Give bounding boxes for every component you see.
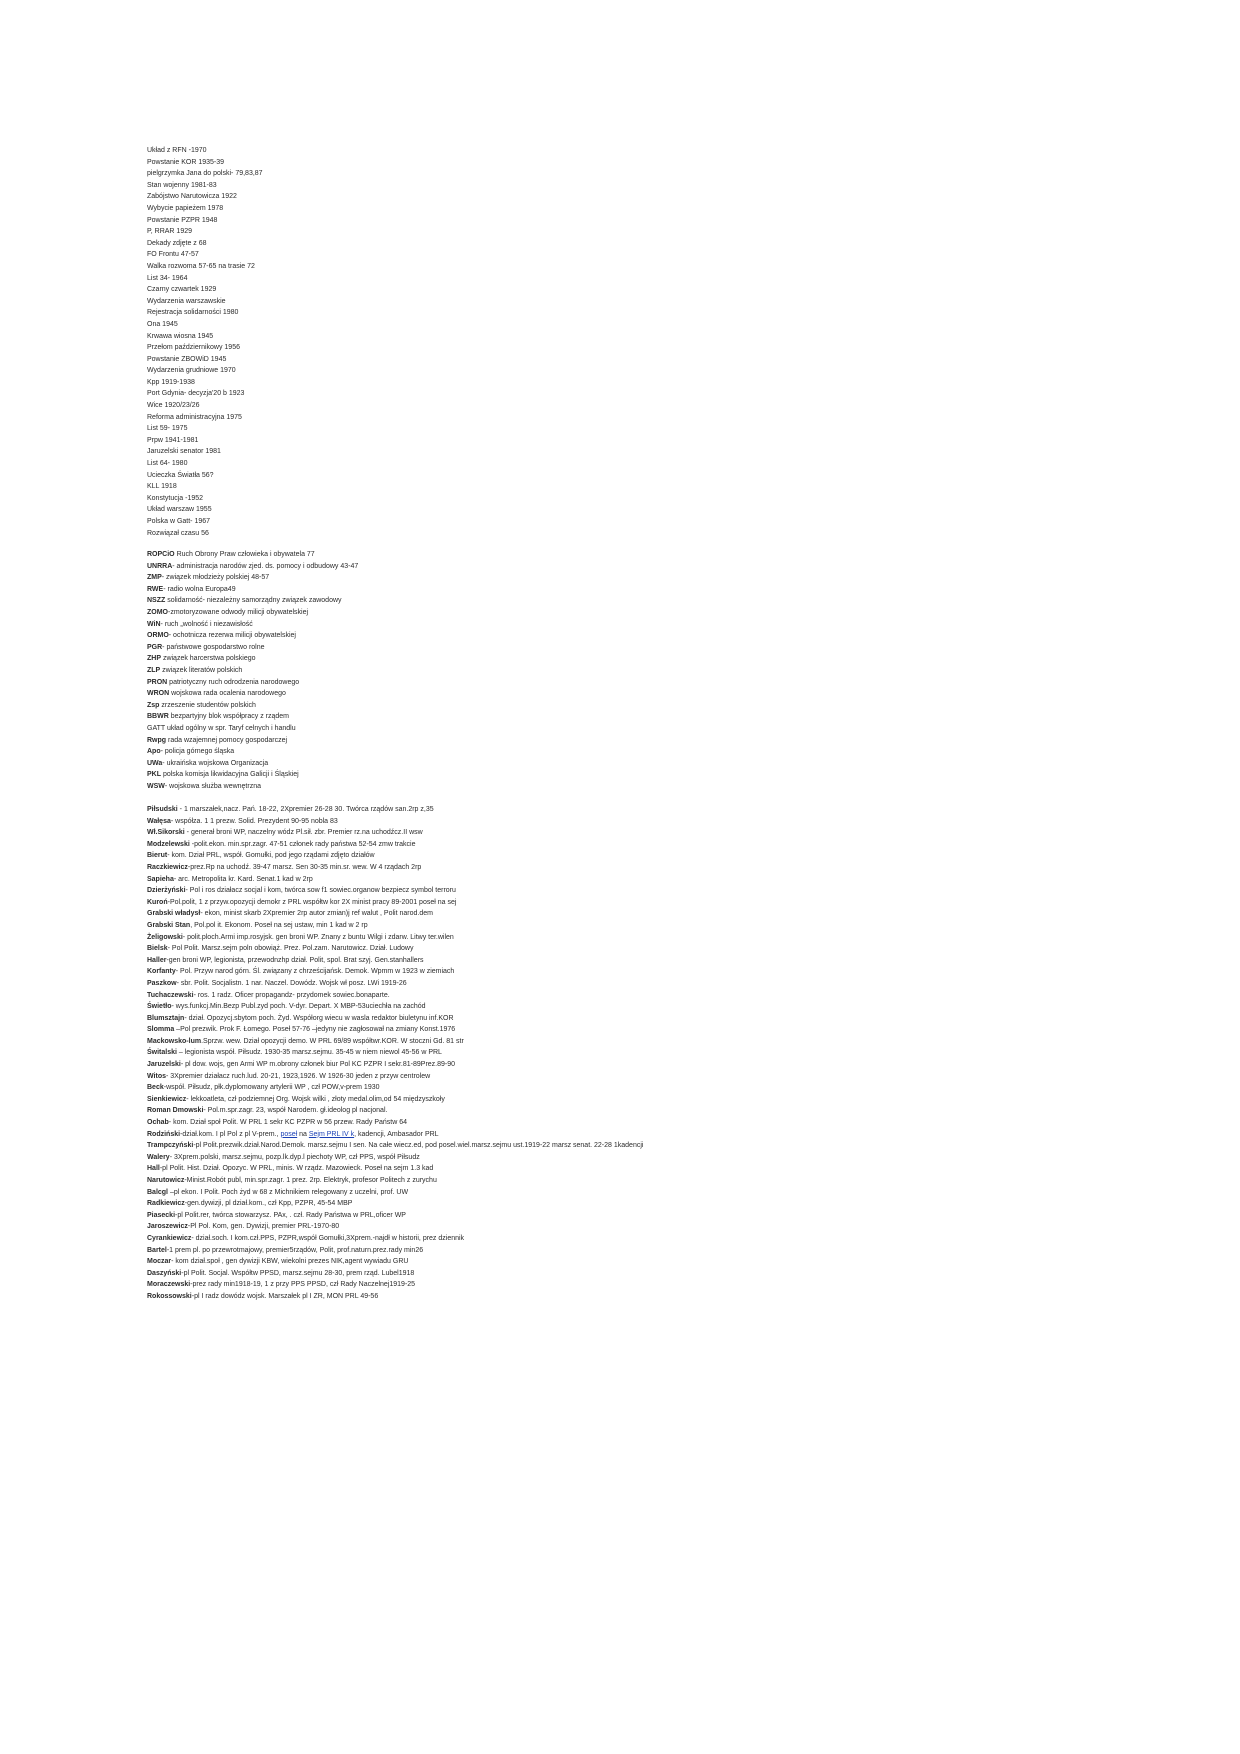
biography-name: Cyrankiewicz [147,1234,192,1242]
abbreviation-description: związek harcerstwa polskiego [161,655,256,663]
link-posel[interactable]: poseł [280,1130,298,1138]
biography-description: - sbr. Polit. Socjalistn. 1 nar. Naczel. Dowódz. Wojsk wł posz. LWi 1919-26 [176,979,407,987]
biography-entry [147,1036,643,1048]
biography-name: Bielsk [147,945,168,953]
abbreviation-entry [147,735,358,747]
date-entry: Wydarzenia warszawskie [147,297,226,305]
abbreviation-entry [147,642,358,654]
biography-entry [147,1105,643,1117]
biography-description: - Pol. Przyw narod górn. Śl. związany z chrześcijańsk. Demok. Wpmm w 1923 w ziemiach [175,968,455,976]
biography-description: - generał broni WP, naczelny wódz Pl.sił. zbr. Premier rz.na uchodźcz.II wsw [184,829,423,837]
biography-name: Grabski Stan [147,921,191,929]
biography-name: Piłsudski [147,806,178,813]
abbreviation-description: -zmotoryzowane odwody milicji obywatelskiej [168,608,309,616]
biography-description: - Pol i ros działacz socjal i kom, twórca sow f1 sowiec.organow bezpiecz symbol terroru [185,887,456,895]
abbreviation-entry [147,595,358,607]
biography-entry [147,850,643,862]
biography-description: -gen broni WP, legionista, przewodnzhp dział. Polit, spol. Brat szyj. Gen.stanhallers [166,956,424,964]
abbreviation-entry [147,630,358,642]
biography-name: Tuchaczewski [147,991,194,999]
biography-entry [147,839,643,851]
biography-entry [147,1291,643,1303]
biography-entry [147,804,643,816]
biography-description: -dział.kom. I pl Pol z pl V-prem., [180,1130,281,1138]
biography-name: Balcgl [147,1188,169,1196]
biography-entry [147,1129,643,1141]
date-entry: Powstanie KOR 1935-39 [147,158,225,166]
biography-description: -gen.dywizji, pl dział.kom., czł Kpp, PZPR, 45-54 MBP [184,1200,353,1208]
abbreviation-description: GATT układ ogólny w spr. Taryf celnych i handlu [147,724,296,732]
biography-name: Kuroń [147,898,168,906]
abbreviation-entry [147,723,358,735]
date-entry: KLL 1918 [147,483,177,491]
abbreviation-term: WiN [147,620,161,628]
abbreviation-term: ZMP [147,574,162,582]
biography-description: - ros. 1 radz. Oficer propagandz- przydomek sowiec.bonaparte. [193,991,390,999]
abbreviation-term: BBWR [147,713,169,721]
biography-entry [147,1071,643,1083]
date-entry: Stan wojenny 1981-83 [147,181,217,189]
date-entry: Jaruzelski senator 1981 [147,448,221,456]
biography-name: Świtalski [147,1049,177,1057]
abbreviations-list [147,549,358,792]
biography-description: - kom. Dział społ Polit. W PRL 1 sekr KC PZPR w 56 przew. Rady Państw 64 [168,1119,408,1127]
biography-entry [147,862,643,874]
biography-entry [147,920,643,932]
biography-description: - dział. Opozycj.sbytom poch. Żyd. Współorg wiecu w wasla redaktor biuletynu inf.KOR [184,1014,454,1022]
biography-name: Witos [147,1072,166,1080]
abbreviation-description: - państwowe gospodarstwo rolne [162,643,265,651]
biography-entry [147,1163,643,1175]
biography-entry [147,1059,643,1071]
biography-description: - 3Xprem.polski, marsz.sejmu, pozp.lk.dyp.l piechoty WP, czł PPS, współ Piłsudz [169,1153,420,1161]
date-entry: Układ z RFN -1970 [147,147,207,154]
biography-description: - 1 marszałek,nacz. Pań. 18-22, 2Xpremier 26-28 30. Twórca rządów san.2rp z,35 [177,806,434,813]
date-entry: List 64- 1980 [147,460,188,468]
abbreviation-entry [147,746,358,758]
abbreviation-entry [147,584,358,596]
abbreviation-description: zrzeszenie studentów polskich [159,701,256,709]
date-entry: P, RRAR 1929 [147,228,193,236]
biography-name: Wł.Sikorski [147,829,185,837]
biography-description: -Minist.Robót publ, min.spr.zagr. 1 prez. 2rp. Elektryk, profesor Politech z zurychu [184,1177,437,1184]
abbreviation-term: ORMO [147,632,169,640]
biography-entry [147,1094,643,1106]
abbreviation-entry [147,665,358,677]
biography-description: , Pol.pol it. Ekonom. Poseł na sej ustaw, min 1 kad w 2 rp [190,921,368,929]
abbreviation-term: WRON [147,690,170,698]
biography-description: -pl Polit.rer, twórca stowarzysz. PAx, . czł. Rady Państwa w PRL,oficer WP [175,1211,406,1219]
date-entry: Przełom październikowy 1956 [147,344,240,352]
biography-name: Walery [147,1153,170,1161]
abbreviation-description: - policja górnego śląska [160,748,235,756]
date-entry: Zabójstwo Narutowicza 1922 [147,193,237,201]
abbreviation-description: wojskowa rada ocalenia narodowego [169,690,286,698]
abbreviation-entry [147,549,358,561]
biography-description: -Pl Pol. Kom, gen. Dywizji, premier PRL-1970-80 [187,1223,340,1231]
biography-name: Trampczyński [147,1142,194,1150]
biography-entry [147,1233,643,1245]
abbreviation-entry [147,653,358,665]
biography-name: Jaruzelski [147,1061,181,1069]
abbreviation-description: związek literatów polskich [160,666,243,674]
biography-entry [147,1024,643,1036]
biography-entry [147,827,643,839]
biography-description: - Pol.m.spr.zagr. 23, współ Narodem. gł.ideolog pl nacjonal. [203,1107,388,1115]
biography-name: Hall [147,1165,160,1173]
biography-description: - współza. 1 1 prezw. Solid. Prezydent 90-95 nobla 83 [170,817,338,825]
biography-entry [147,1047,643,1059]
biography-name: Moraczewski [147,1281,191,1289]
biography-entry [147,874,643,886]
biography-description: -pl Polit.prezwik.dział.Narod.Demok. marsz.sejmu I sen. Na całe wiecz.ed, pod posel.wiel.marsz.sejmu ust.1919-22 marsz senat. 22-28 1kadencji [193,1142,644,1150]
biography-entry [147,1013,643,1025]
date-entry: Rozwiązał czasu 56 [147,529,209,537]
date-entry: Reforma administracyjna 1975 [147,413,242,421]
biography-name: Piasecki [147,1211,176,1219]
biography-entry [147,1221,643,1233]
abbreviation-term: UWa [147,759,163,767]
biography-description: –Pol prezwik. Prok F. Łomego. Poseł 57-76 –jedyny nie zagłosował na zmiany Konst.1976 [174,1026,456,1034]
biography-description: - kom dział.społ , gen dywizji KBW, wiekolni prezes NIK,agent wywiadu GRU [171,1258,409,1266]
abbreviation-term: Rwpg [147,736,167,744]
biography-text: na [297,1130,309,1138]
abbreviation-entry [147,688,358,700]
biography-name: Rodziński [147,1130,181,1138]
biography-name: Żeligowski [147,933,183,941]
biography-name: Sienkiewicz [147,1095,187,1103]
biography-description: -współ. Piłsudz, płk.dyplomowany artylerii WP , czł POW,v-prem 1930 [163,1084,380,1092]
biography-name: Raczkiewicz [147,863,188,871]
abbreviation-term: ROPCiO [147,551,175,558]
biography-name: Rokossowski [147,1292,192,1300]
abbreviation-term: Apo [147,748,161,756]
date-entry: Układ warszaw 1955 [147,506,212,514]
biography-entry [147,1152,643,1164]
date-entry: Ucieczka Światła 56? [147,471,214,479]
abbreviation-entry [147,781,358,793]
biography-description: -polit.ekon. min.spr.zagr. 47-51 członek rady państwa 52-54 zmw trakcie [189,840,416,848]
abbreviation-term: ZOMO [147,608,168,616]
biography-name: Mackowsko-lum [147,1037,202,1045]
abbreviation-description: - administracja narodów zjed. ds. pomocy i odbudowy 43-47 [172,562,359,570]
abbreviation-entry [147,769,358,781]
abbreviation-entry [147,758,358,770]
date-entry: FO Frontu 47-57 [147,251,199,259]
abbreviation-description: rada wzajemnej pomocy gospodarczej [166,736,288,744]
biography-name: Jaroszewicz [147,1223,188,1231]
biography-description: - lekkoatleta, czł podziemnej Org. Wojsk wilki , złoty medal.olim,od 54 międzyszkoły [186,1095,445,1103]
biography-entry [147,1268,643,1280]
abbreviation-term: Zsp [147,701,160,709]
abbreviation-entry [147,572,358,584]
abbreviation-entry [147,561,358,573]
biography-entry [147,966,643,978]
biography-entry [147,885,643,897]
biography-name: Bierut [147,852,168,860]
date-entry: Port Gdynia- decyzja'20 b 1923 [147,390,245,398]
biography-name: Korfanty [147,968,176,976]
biography-description: .Sprzw. wew. Dział opozycji demo. W PRL 69/89 współtwr.KOR. W stoczni Gd. 81 str [201,1037,464,1045]
biography-description: - dział.soch. I kom.czł.PPS, PZPR,współ Gomułki,3Xprem.-najdł w historii, prez dziennik [191,1234,465,1242]
abbreviation-term: ZHP [147,655,161,663]
biography-description: – legionista współ. Piłsudz. 1930-35 marsz.sejmu. 35-45 w niem niewol 45-56 w PRL [176,1049,442,1057]
biography-name: Ochab [147,1119,169,1127]
date-entry: Polska w Gatt- 1967 [147,518,211,525]
date-entry: Wice 1920/23/26 [147,402,200,410]
biography-entry [147,816,643,828]
abbreviation-term: RWE [147,585,164,593]
abbreviation-description: - radio wolna Europa49 [163,585,236,593]
biography-name: Paszkow [147,979,177,987]
biography-entry [147,908,643,920]
biography-entry [147,1210,643,1222]
abbreviation-entry [147,677,358,689]
date-entry: Krwawa wiosna 1945 [147,332,214,340]
biography-entry [147,897,643,909]
abbreviation-description: - związek młodzieży polskiej 48-57 [161,574,270,582]
dates-list [147,145,263,539]
date-entry: Kpp 1919-1938 [147,378,195,386]
link-sejm-prl[interactable]: Sejm PRL IV k [308,1130,355,1138]
biography-entry [147,1082,643,1094]
biography-description: - arc. Metropolita kr. Kard. Senat.1 kad w 2rp [173,875,313,883]
date-entry: Ona 1945 [147,320,178,328]
biography-entry [147,1279,643,1291]
abbreviation-description: - ruch „wolność i niezawisłość [160,620,253,628]
biography-description: -pl Polit. Socjal. Współtw PPSD, marsz.sejmu 28-30, prem rząd. Lubel1918 [181,1269,415,1277]
date-entry: pielgrzymka Jana do polski- 79,83,87 [147,170,263,178]
biography-name: Bartel [147,1246,167,1254]
abbreviation-term: ZLP [147,666,161,674]
biography-description: -prez rady min1918-19, 1 z przy PPS PPSD, czł Rady Naczelnej1919-25 [190,1281,416,1289]
date-entry: Walka rozwoma 57-65 na trasie 72 [147,262,255,270]
biography-description: - Pol Polit. Marsz.sejm poln obowiąż. Prez. Pol.zam. Narutowicz. Dział. Ludowy [167,945,414,953]
abbreviation-term: NSZZ [147,597,166,605]
date-entry: Konstytucja -1952 [147,494,204,502]
biography-name: Slomma [147,1026,175,1034]
biography-entry [147,955,643,967]
biography-entry [147,990,643,1002]
abbreviation-entry [147,711,358,723]
biography-name: Dzierżyński [147,887,186,895]
biography-description: - polit.ploch.Armi imp.rosyjsk. gen broni WP. Znany z buntu Wilgi i zdarw. Litwy ter.wilen [182,933,454,941]
biography-name: Wałęsa [147,817,171,825]
biography-entry [147,932,643,944]
biography-name: Moczar [147,1258,172,1266]
biography-name: Roman Dmowski [147,1107,204,1115]
biography-entry [147,1175,643,1187]
abbreviation-term: PKL [147,771,161,779]
abbreviation-entry [147,607,358,619]
abbreviation-term: PGR [147,643,163,651]
date-entry: Wybycie papieżem 1978 [147,204,224,212]
biography-description: -1 prem pl. po przewrotmajowy, premier5rządów, Polit, prof.naturn.prez.rady min26 [166,1246,424,1254]
biography-entry [147,1245,643,1257]
date-entry: Dekady zdjęte z 68 [147,239,207,247]
date-entry: Rejestracja solidarności 1980 [147,309,239,317]
biography-entry [147,1198,643,1210]
biography-entry [147,1256,643,1268]
biography-name: Haller [147,956,167,964]
biography-entry [147,1140,643,1152]
biography-name: Daszyński [147,1269,182,1277]
biography-text: , kadencji, Ambasador PRL [354,1130,439,1138]
abbreviation-description: Ruch Obrony Praw człowieka i obywatela 77 [174,551,315,558]
abbreviation-description: solidarność- niezależny samorządny związek zawodowy [165,597,342,605]
biography-name: Świetło [147,1003,172,1011]
biography-name: Blumsztajn [147,1014,185,1022]
biography-description: - ekon, minist skarb 2Xpremier 2rp autor zmian)j ref walut , Polit narod.dem [200,910,433,918]
biography-entry [147,1001,643,1013]
abbreviation-description: - ochotnicza rezerwa milicji obywatelskiej [168,632,296,640]
abbreviation-description: - wojskowa służba wewnętrzna [164,782,261,790]
date-entry: Prpw 1941-1981 [147,436,199,444]
biography-description: –pl ekon. I Polit. Poch żyd w 68 z Michnikiem relegowany z uczelni, prof. UW [168,1188,409,1196]
date-entry: Czarny czwartek 1929 [147,286,217,294]
abbreviation-description: polska komisja likwidacyjna Galicji i Śląskiej [161,771,299,779]
biography-description: - kom. Dział PRL, współ. Gomułki, pod jego rządami zdjęto działów [167,852,375,860]
abbreviation-term: UNRRA [147,562,173,570]
date-entry: Wydarzenia grudniowe 1970 [147,367,236,375]
biography-name: Sapieha [147,875,174,883]
biography-entry [147,1187,643,1199]
abbreviation-entry [147,619,358,631]
biography-name: Beck [147,1084,164,1092]
date-entry: List 34- 1964 [147,274,188,282]
date-entry: List 59- 1975 [147,425,188,433]
biography-name: Modzelewski [147,840,190,848]
abbreviation-description: patriotyczny ruch odrodzenia narodowego [167,678,300,686]
date-entry: Powstanie PZPR 1948 [147,216,218,224]
biography-name: Radkiewicz [147,1200,185,1208]
biography-description: - pl dow. wojs, gen Armi WP m.obrony członek biur Pol KC PZPR I sekr.81-89Prez.89-90 [180,1061,456,1069]
biography-entry [147,1117,643,1129]
biographies-list [147,804,643,1303]
biography-name: Grabski władysł [147,910,201,918]
biography-description: -prez.Rp na uchodź. 39-47 marsz. Sen 30-35 min.sr. wew. W 4 rządach 2rp [187,863,422,871]
biography-description: - 3Xpremier działacz ruch.lud. 20-21, 1923,1926. W 1926-30 jeden z przyw centrolew [166,1072,431,1080]
abbreviation-entry [147,700,358,712]
abbreviation-description: bezpartyjny blok współpracy z rządem [168,713,289,721]
biography-description: -pl Polit. Hist. Dział. Opozyc. W PRL, minis. W rządz. Mazowieck. Poseł na sejm 1.3 kad [159,1165,434,1173]
abbreviation-term: WSW [147,782,165,790]
abbreviation-term: PRON [147,678,168,686]
biography-description: -Pol.polit, 1 z przyw.opozycji demokr z PRL współtw kor 2X minist pracy 89-2001 poseł na sej [167,898,457,906]
biography-entry [147,943,643,955]
date-entry: Powstanie ZBOWiD 1945 [147,355,227,363]
biography-entry [147,978,643,990]
biography-description: -pl I radz dowódz wojsk. Marszałek pl I ZR, MON PRL 49-56 [191,1292,379,1300]
biography-description: - wys.funkcj.Min.Bezp Publ.zyd poch. V-dyr. Depart. X MBP-53uciechła na zachód [171,1003,426,1011]
abbreviation-description: - ukraińska wojskowa Organizacja [162,759,269,767]
biography-name: Narutowicz [147,1177,185,1184]
